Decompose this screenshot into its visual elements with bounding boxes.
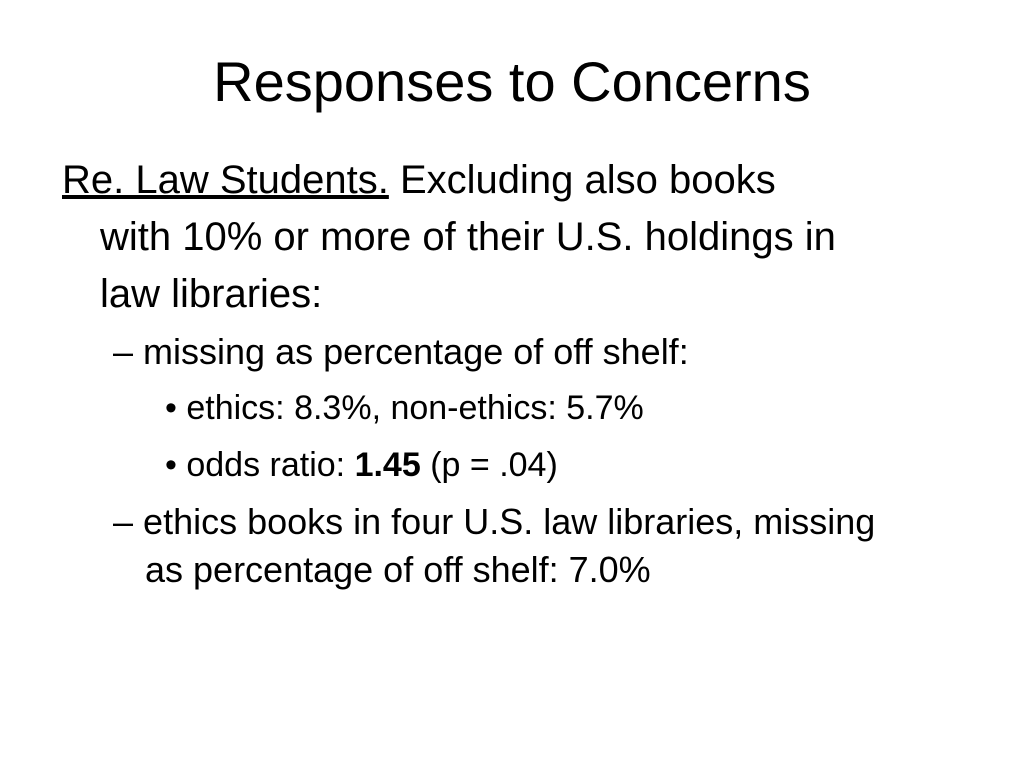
- odds-ratio-suffix: (p = .04): [420, 446, 558, 484]
- dash-marker: –: [113, 331, 134, 372]
- level1-line-2: with 10% or more of their U.S. holdings in: [100, 215, 836, 259]
- level1-line-1: [62, 152, 962, 209]
- level1-line-3: law libraries:: [100, 272, 323, 316]
- level1-line-1-rest: Excluding also books: [388, 158, 776, 202]
- odds-ratio-prefix: odds ratio:: [186, 446, 355, 484]
- slide-title: Responses to Concerns: [213, 50, 811, 113]
- bullet-marker: •: [165, 446, 177, 484]
- dash-item-line-2: as percentage of off shelf: 7.0%: [145, 549, 651, 590]
- dash-item-text: [113, 328, 973, 376]
- dash-item-missing: [113, 328, 973, 376]
- dash-marker: –: [113, 501, 134, 542]
- bullet-item-odds-ratio: [165, 442, 558, 488]
- dash-item-line-1-text: ethics books in four U.S. law libraries, missing: [143, 501, 876, 542]
- dash-item-line-1: [113, 498, 973, 546]
- dash-item-label: missing as percentage of off shelf:: [143, 331, 689, 372]
- bullet-item-ethics: [165, 385, 644, 431]
- level1-paragraph: [62, 152, 962, 323]
- bullet-marker: •: [165, 389, 177, 427]
- dash-item-law-libraries: [113, 498, 973, 594]
- underlined-lead: Re. Law Students.: [62, 158, 389, 202]
- odds-ratio-value: 1.45: [354, 446, 421, 484]
- bullet-item-label: ethics: 8.3%, non-ethics: 5.7%: [186, 389, 644, 427]
